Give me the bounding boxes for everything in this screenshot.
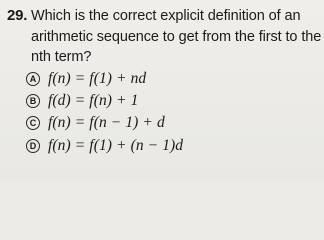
answer-choice-d[interactable] <box>26 136 183 156</box>
choice-d-expression: f(n) = f(1) + (n − 1)d <box>48 137 184 154</box>
choice-b-expression: f(d) = f(n) + 1 <box>48 92 139 109</box>
answer-choice-c[interactable] <box>26 113 165 133</box>
question-text-line-2: arithmetic sequence to get from the first to the <box>31 29 322 45</box>
choice-d-bubble[interactable]: D <box>26 139 40 153</box>
choice-a-expression: f(n) = f(1) + nd <box>48 70 147 87</box>
question-number: 29. <box>7 7 28 24</box>
question-text-line-1: Which is the correct explicit definition of an <box>31 8 301 24</box>
question-text-line-3: nth term? <box>31 49 92 65</box>
choice-c-expression: f(n) = f(n − 1) + d <box>48 114 165 131</box>
choice-b-bubble[interactable]: B <box>26 94 40 108</box>
answer-choice-b[interactable] <box>26 91 138 111</box>
choice-c-bubble[interactable]: C <box>26 116 40 130</box>
choice-a-bubble[interactable]: A <box>26 72 40 86</box>
answer-choice-a[interactable] <box>26 69 146 89</box>
